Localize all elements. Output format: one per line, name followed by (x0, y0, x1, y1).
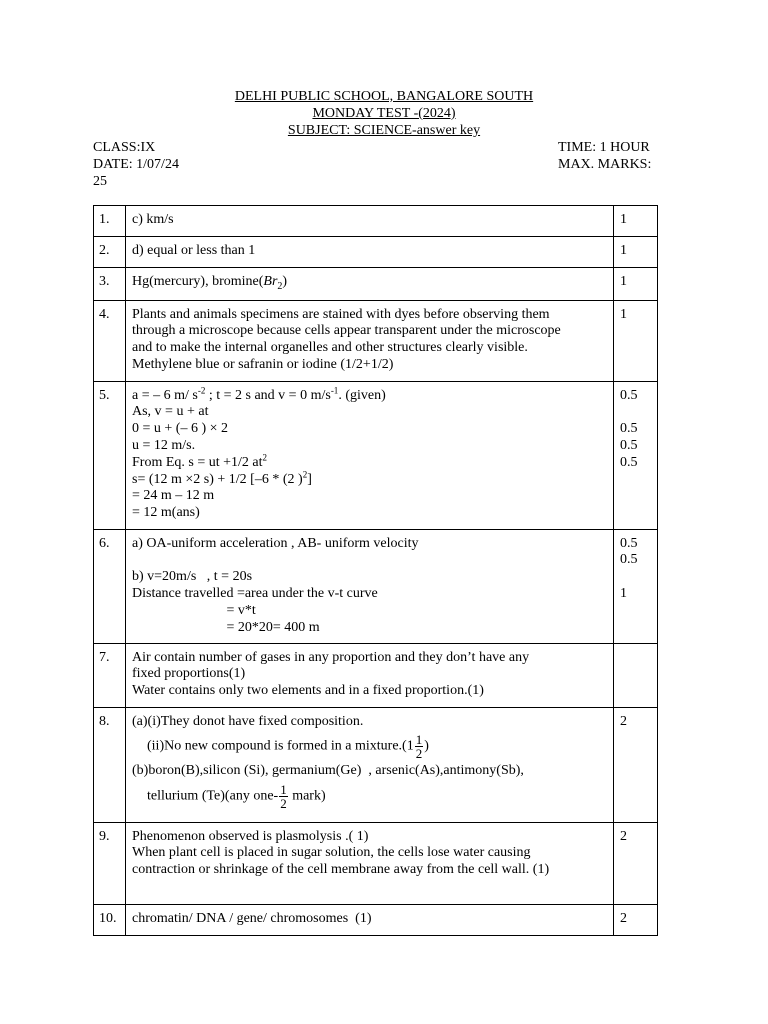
table-row (94, 707, 658, 822)
answer-cell: Phenomenon observed is plasmolysis .( 1) When plant cell is placed in sugar solution, the cells lose water causing contraction or shrinkage of the cell membrane away from the cell wall. (1) (126, 822, 614, 904)
table-row (94, 643, 658, 707)
question-number: 5. (94, 381, 126, 529)
subject-title: SUBJECT: SCIENCE-answer key (287, 123, 481, 138)
table-row (94, 381, 658, 529)
question-number: 6. (94, 529, 126, 643)
table-row (94, 237, 658, 268)
answer-cell: Plants and animals specimens are stained with dyes before observing them through a microscope because cells appear transparent under the microscope and to make the internal organelles and other structures clearly visible. Methylene blue or safranin or iodine (1/2+1/2) (126, 300, 614, 381)
marks-cell: 2 (614, 707, 658, 822)
question-number: 9. (94, 822, 126, 904)
answer-cell: d) equal or less than 1 (126, 237, 614, 268)
table-row (94, 206, 658, 237)
marks-cell: 1 (614, 268, 658, 301)
marks-cell (614, 643, 658, 707)
answer-cell: a = – 6 m/ $s^{-2}$ ; t = 2 s and v = 0 $m/s^{-1}$. (given) As, v = u + at 0 = u + (– 6 ) × 2 u = 12 m/s. From Eq. s = ut +1/2 $at^2$ s= (12 m ×2 s) + 1/2 [–6 * (2 )$^2$] = 24 m – 12 m = 12 m(ans) (126, 381, 614, 529)
answer-cell: (a)(i)They donot have fixed composition. (ii)No new compound is formed in a mixture.(1 $\frac{1}{2}$ ) (b)boron(B),silicon (Si), germanium(Ge) , arsenic(As),antimony(Sb), tellurium (Te)(any one- $\frac{1}{2}$ mark) (126, 707, 614, 822)
table-row (94, 822, 658, 904)
table-row (94, 268, 658, 301)
answer-cell: chromatin/ DNA / gene/ chromosomes (1) (126, 904, 614, 935)
class-label: CLASS:IX (93, 140, 156, 155)
table-row (94, 529, 658, 643)
marks-cell: 1 (614, 206, 658, 237)
marks-cell: 1 (614, 237, 658, 268)
question-number: 3. (94, 268, 126, 301)
bromine-formula: Br (263, 274, 278, 289)
time-label: TIME: 1 HOUR (558, 140, 650, 155)
marks-cell: 2 (614, 904, 658, 935)
marks-cell: 1 (614, 300, 658, 381)
question-number: 10. (94, 904, 126, 935)
answer-cell: c) km/s (126, 206, 614, 237)
fraction: $\frac{1}{2}$ (415, 732, 423, 762)
answer-cell: a) OA-uniform acceleration , AB- uniform velocity b) v=20m/s , t = 20s Distance travelled =area under the v-t curve = v*t = 20*20= 400 m (126, 529, 614, 643)
question-number: 1. (94, 206, 126, 237)
question-number: 7. (94, 643, 126, 707)
max-marks-label: MAX. MARKS: (558, 157, 652, 172)
question-number: 2. (94, 237, 126, 268)
question-number: 8. (94, 707, 126, 822)
marks-cell: 2 (614, 822, 658, 904)
test-title: MONDAY TEST -(2024) (312, 106, 456, 121)
table-row (94, 300, 658, 381)
date-label: DATE: 1/07/24 (93, 157, 179, 172)
school-name: DELHI PUBLIC SCHOOL, BANGALORE SOUTH (234, 89, 534, 104)
answer-cell: Hg(mercury), $bromine(Br_2)$ (126, 268, 614, 301)
fraction: $\frac{1}{2}$ (280, 782, 287, 812)
max-marks-value: 25 (93, 174, 107, 189)
table-row (94, 904, 658, 935)
marks-cell: 0.5 0.5 1 (614, 529, 658, 643)
question-number: 4. (94, 300, 126, 381)
answer-table (93, 205, 658, 936)
marks-cell: 0.5 0.5 0.5 0.5 (614, 381, 658, 529)
answer-cell: Air contain number of gases in any proportion and they don’t have any fixed proportions(1) Water contains only two elements and in a fixed proportion.(1) (126, 643, 614, 707)
